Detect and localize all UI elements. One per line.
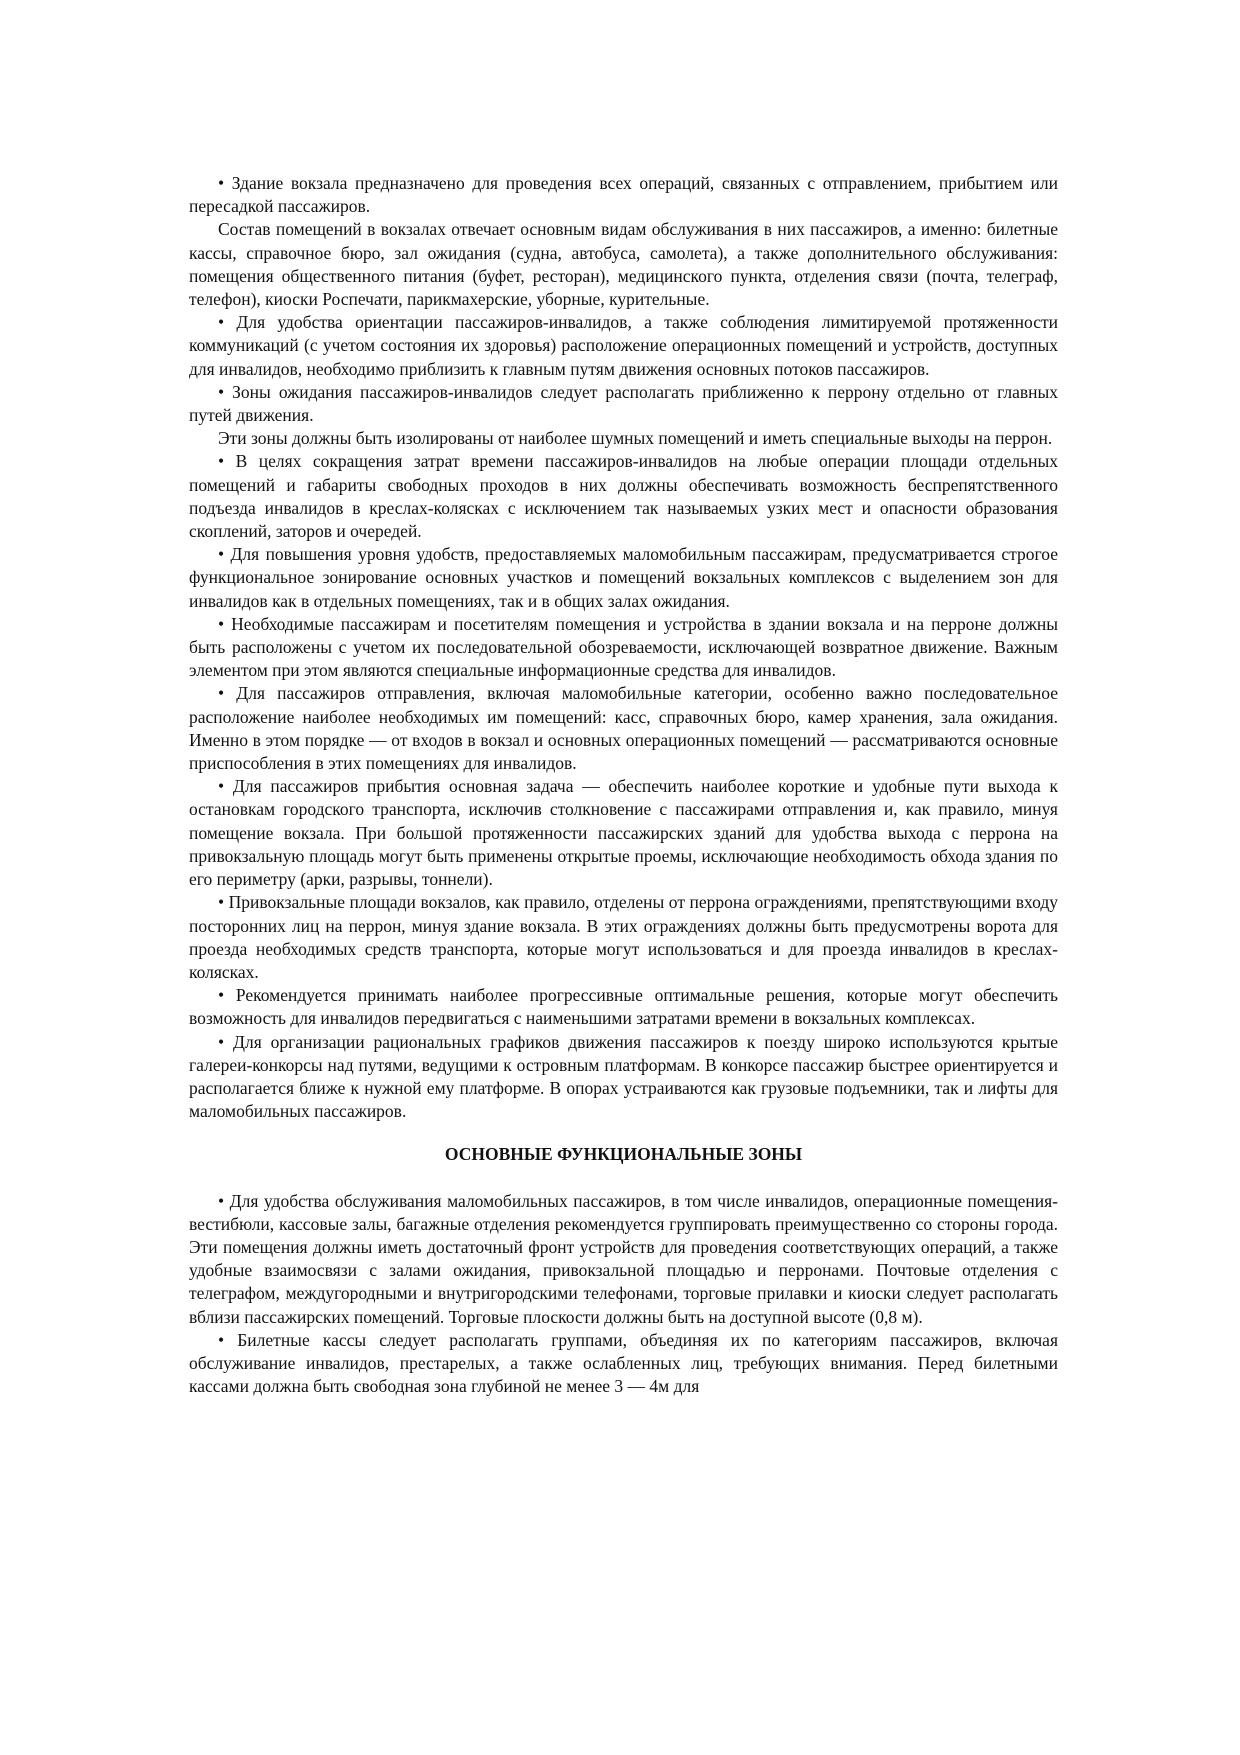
- paragraph: • Рекомендуется принимать наиболее прогрессивные оптимальные решения, которые могут обеспечить возможность для инвалидов передвигаться с наименьшими затратами времени в вокзальных комплексах.: [189, 985, 1058, 1029]
- document-page: [189, 172, 1058, 1398]
- paragraph: • Зоны ожидания пассажиров-инвалидов следует располагать приближенно к перрону отдельно от главных путей движения.: [189, 381, 1058, 426]
- paragraph: • Билетные кассы следует располагать группами, объединяя их по категориям пассажиров, включая обслуживание инвалидов, престарелых, а также ослабленных лиц, требующих внимания. Перед билетными кассами должна быть свободная зона глубиной не менее 3 — 4м для: [189, 1329, 1058, 1397]
- paragraph: • Для удобства обслуживания маломобильных пассажиров, в том числе инвалидов, операционные помещения-вестибюли, кассовые залы, багажные отделения рекомендуется группировать преимущественно со стороны города. Эти помещения должны иметь достаточный фронт устройств для проведения соответствующих операций, а также удобные взаимосвязи с залами ожидания, привокзальной площадью и перронами. Почтовые отделения с телеграфом, междугородными и внутригородскими телефонами, торговые прилавки и киоски следует располагать вблизи пассажирских помещений. Торговые плоскости должны быть на доступной высоте (0,8 м).: [189, 1190, 1058, 1327]
- paragraph: • Для пассажиров отправления, включая маломобильные категории, особенно важно последовательное расположение наиболее необходимых им помещений: касс, справочных бюро, камер хранения, зала ожидания. Именно в этом порядке — от входов в вокзал и основных операционных помещений — рассматриваются основные приспособления в этих помещениях для инвалидов.: [189, 683, 1058, 774]
- paragraph: • Здание вокзала предназначено для проведения всех операций, связанных с отправлением, прибытием или пересадкой пассажиров.: [189, 173, 1058, 217]
- paragraph: • Для организации рациональных графиков движения пассажиров к поезду широко используются крытые галереи-конкорсы над путями, ведущими к островным платформам. В конкорсе пассажир быстрее ориентируется и располагается ближе к нужной ему платформе. В опорах устраиваются как грузовые подъемники, так и лифты для маломобильных пассажиров.: [189, 1031, 1058, 1122]
- paragraph: • В целях сокращения затрат времени пассажиров-инвалидов на любые операции площади отдельных помещений и габариты свободных проходов в них должны обеспечивать возможность беспрепятственного подъезда инвалидов в креслах-колясках с исключением так называемых узких мест и опасности образования скоплений, заторов и очередей.: [189, 451, 1058, 542]
- paragraph: Состав помещений в вокзалах отвечает основным видам обслуживания в них пассажиров, а именно: билетные кассы, справочное бюро, зал ожидания (судна, автобуса, самолета), а также дополнительного обслуживания: помещения общественного питания (буфет, ресторан), медицинского пункта, отделения связи (почта, телеграф, телефон), киоски Роспечати, парикмахерские, уборные, курительные.: [189, 219, 1058, 310]
- paragraph: • Для пассажиров прибытия основная задача — обеспечить наиболее короткие и удобные пути выхода к остановкам городского транспорта, исключив столкновение с пассажирами отправления и, как правило, минуя помещение вокзала. При большой протяженности пассажирских зданий для удобства выхода с перрона на привокзальную площадь могут быть применены открытые проемы, исключающие необходимость обхода здания по его периметру (арки, разрывы, тоннели).: [189, 776, 1058, 890]
- paragraph: • Для повышения уровня удобств, предоставляемых маломобильным пассажирам, предусматривается строгое функциональное зонирование основных участков и помещений вокзальных комплексов с выделением зон для инвалидов как в отдельных помещениях, так и в общих залах ожидания.: [189, 544, 1058, 611]
- paragraph: • Привокзальные площади вокзалов, как правило, отделены от перрона ограждениями, препятствующими входу посторонних лиц на перрон, минуя здание вокзала. В этих ограждениях должны быть предусмотрены ворота для проезда необходимых средств транспорта, которые могут использоваться и для проезда инвалидов в креслах-колясках.: [189, 892, 1058, 982]
- paragraph: • Необходимые пассажирам и посетителям помещения и устройства в здании вокзала и на перроне должны быть расположены с учетом их последовательной обозреваемости, исключающей возвратное движение. Важным элементом при этом являются специальные информационные средства для инвалидов.: [189, 613, 1058, 681]
- paragraph: • Для удобства ориентации пассажиров-инвалидов, а также соблюдения лимитируемой протяженности коммуникаций (с учетом состояния их здоровья) расположение операционных помещений и устройств, доступных для инвалидов, необходимо приблизить к главным путям движения основных потоков пассажиров.: [189, 312, 1058, 379]
- paragraph: Эти зоны должны быть изолированы от наиболее шумных помещений и иметь специальные выходы на перрон.: [218, 428, 1053, 449]
- section-heading: ОСНОВНЫЕ ФУНКЦИОНАЛЬНЫЕ ЗОНЫ: [444, 1144, 803, 1165]
